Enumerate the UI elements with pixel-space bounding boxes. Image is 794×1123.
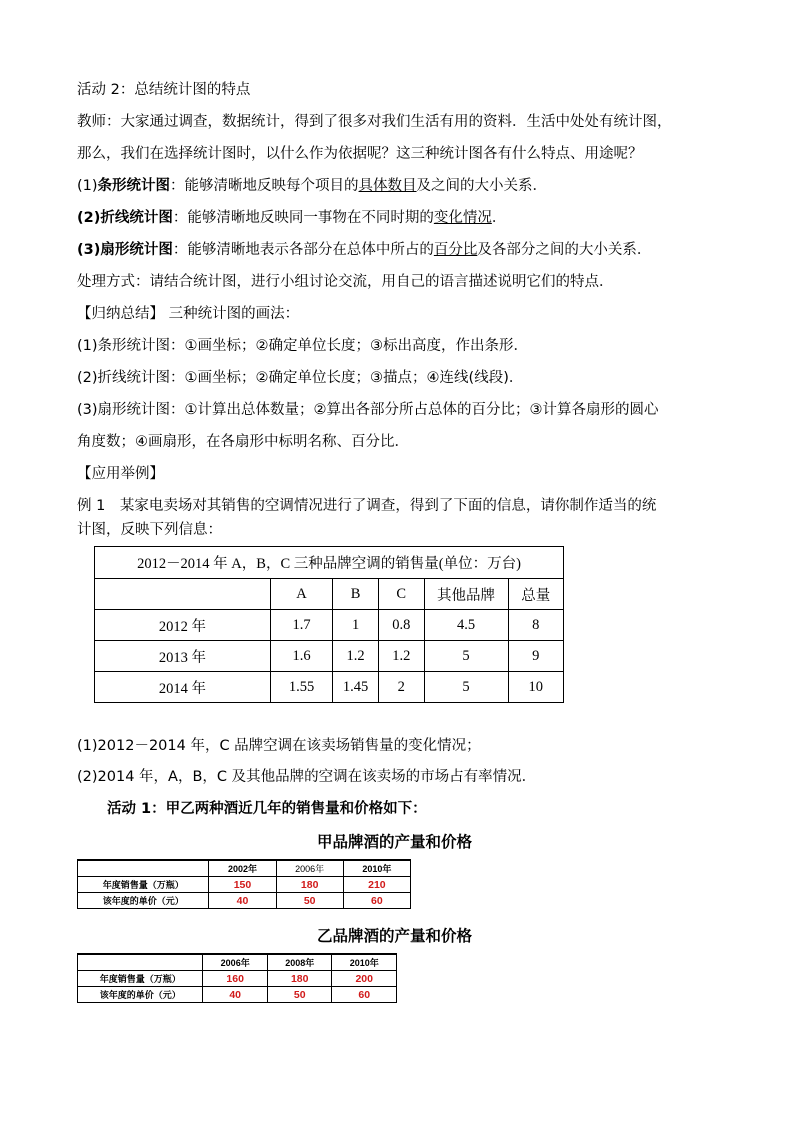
item-keyword: 具体数目 (358, 178, 417, 194)
table-cell: 40 (203, 987, 268, 1003)
item-text: 及各部分之间的大小关系． (477, 242, 652, 258)
table-cell: 180 (267, 971, 332, 987)
jia-wine-table (77, 859, 411, 909)
table-cell: 1.6 (270, 641, 332, 672)
table-cell: 1.7 (270, 610, 332, 641)
feature-pie-chart (77, 240, 651, 260)
item-name: 折线统计图 (100, 210, 173, 226)
item-text: 及之间的大小关系． (416, 178, 548, 194)
table-row (78, 893, 411, 909)
table-cell: 1.2 (378, 641, 424, 672)
table-cell: 2014 年 (95, 672, 271, 703)
row-label: 年度销售量（万瓶） (78, 877, 209, 893)
header-cell: 2010年 (332, 954, 397, 971)
table-cell: 50 (267, 987, 332, 1003)
header-cell: C (378, 579, 424, 610)
table-cell: 40 (209, 893, 276, 909)
table-cell: 200 (332, 971, 397, 987)
item-text: ． (491, 210, 507, 226)
summary-step-3-line-1: (3)扇形统计图：①计算出总体数量；②算出各部分所占总体的百分比；③计算各扇形的圆心 (77, 402, 659, 418)
row-label: 该年度的单价（元） (78, 987, 203, 1003)
table-cell: 60 (343, 893, 410, 909)
table-cell: 2012 年 (95, 610, 271, 641)
table-header-row (78, 954, 397, 971)
header-cell (78, 860, 209, 877)
example-sub-question-1: (1)2012－2014 年，C 品牌空调在该卖场销售量的变化情况； (77, 738, 481, 754)
table-cell: 2 (378, 672, 424, 703)
method-line: 处理方式：请结合统计图，进行小组讨论交流，用自己的语言描述说明它们的特点． (77, 274, 614, 290)
teacher-line-1: 教师：大家通过调查，数据统计，得到了很多对我们生活有用的资料．生活中处处有统计图， (77, 114, 672, 130)
table-cell: 50 (276, 893, 343, 909)
item-prefix: (1) (77, 178, 98, 194)
header-cell (95, 579, 271, 610)
header-cell: 2006年 (276, 860, 343, 877)
header-cell: 2010年 (343, 860, 410, 877)
item-keyword: 变化情况 (433, 210, 492, 226)
item-prefix: (2) (77, 210, 101, 226)
table-cell: 5 (424, 641, 508, 672)
item-prefix: (3) (77, 242, 101, 258)
teacher-line-2: 那么，我们在选择统计图时，以什么作为依据呢？这三种统计图各有什么特点、用途呢？ (77, 146, 643, 162)
summary-step-1: (1)条形统计图：①画坐标；②确定单位长度；③标出高度，作出条形． (77, 338, 529, 354)
table-header-row (78, 860, 411, 877)
table-header-row (95, 579, 564, 610)
table-cell: 10 (508, 672, 563, 703)
header-cell (78, 954, 203, 971)
table-row (78, 877, 411, 893)
row-label: 该年度的单价（元） (78, 893, 209, 909)
header-cell: 其他品牌 (424, 579, 508, 610)
item-text: ：能够清晰地反映同一事物在不同时期的 (172, 210, 434, 226)
row-label: 年度销售量（万瓶） (78, 971, 203, 987)
table-cell: 8 (508, 610, 563, 641)
table-cell: 1.45 (333, 672, 379, 703)
table-cell: 180 (276, 877, 343, 893)
table-row (95, 672, 564, 703)
header-cell: 总量 (508, 579, 563, 610)
header-cell: 2006年 (203, 954, 268, 971)
table-row (78, 971, 397, 987)
example-sub-question-2: (2)2014 年，A，B，C 及其他品牌的空调在该卖场的市场占有率情况． (77, 769, 537, 785)
item-text: ：能够清晰地表示各部分在总体中所占的 (172, 242, 434, 258)
table-cell: 5 (424, 672, 508, 703)
item-text: ：能够清晰地反映每个项目的 (170, 178, 359, 194)
yi-table-title: 乙品牌酒的产量和价格 (317, 927, 473, 945)
table-cell: 2013 年 (95, 641, 271, 672)
item-name: 条形统计图 (97, 178, 171, 194)
activity1-heading: 活动 1：甲乙两种酒近几年的销售量和价格如下： (107, 801, 427, 817)
table-cell: 4.5 (424, 610, 508, 641)
summary-heading: 【归纳总结】 三种统计图的画法： (77, 306, 300, 322)
table-caption: 2012－2014 年 A，B，C 三种品牌空调的销售量(单位：万台) (95, 547, 564, 579)
table-row (95, 610, 564, 641)
table-row (95, 641, 564, 672)
table-cell: 160 (203, 971, 268, 987)
table-cell: 1.2 (333, 641, 379, 672)
table-cell: 9 (508, 641, 563, 672)
table-cell: 0.8 (378, 610, 424, 641)
table-cell: 1.55 (270, 672, 332, 703)
header-cell: A (270, 579, 332, 610)
activity2-heading: 活动 2：总结统计图的特点 (77, 82, 251, 98)
yi-wine-table (77, 953, 397, 1003)
item-keyword: 百分比 (433, 242, 478, 258)
header-cell: B (333, 579, 379, 610)
table-cell: 210 (343, 877, 410, 893)
table-row (78, 987, 397, 1003)
feature-line-chart (77, 208, 506, 228)
example-question-line-2: 计图，反映下列信息： (77, 522, 222, 538)
jia-table-title: 甲品牌酒的产量和价格 (317, 833, 473, 851)
table-cell: 1 (333, 610, 379, 641)
example-question-line-1: 例 1 某家电卖场对其销售的空调情况进行了调查，得到了下面的信息，请你制作适当的统 (77, 498, 657, 514)
header-cell: 2002年 (209, 860, 276, 877)
example-heading: 【应用举例】 (77, 466, 164, 482)
summary-step-2: (2)折线统计图：①画坐标；②确定单位长度；③描点；④连线(线段)． (77, 370, 524, 386)
table-cell: 150 (209, 877, 276, 893)
item-name: 扇形统计图 (100, 242, 173, 258)
header-cell: 2008年 (267, 954, 332, 971)
aircon-sales-table (94, 546, 564, 703)
feature-bar-chart (77, 176, 547, 196)
table-cell: 60 (332, 987, 397, 1003)
summary-step-3-line-2: 角度数；④画扇形，在各扇形中标明名称、百分比． (77, 434, 409, 450)
